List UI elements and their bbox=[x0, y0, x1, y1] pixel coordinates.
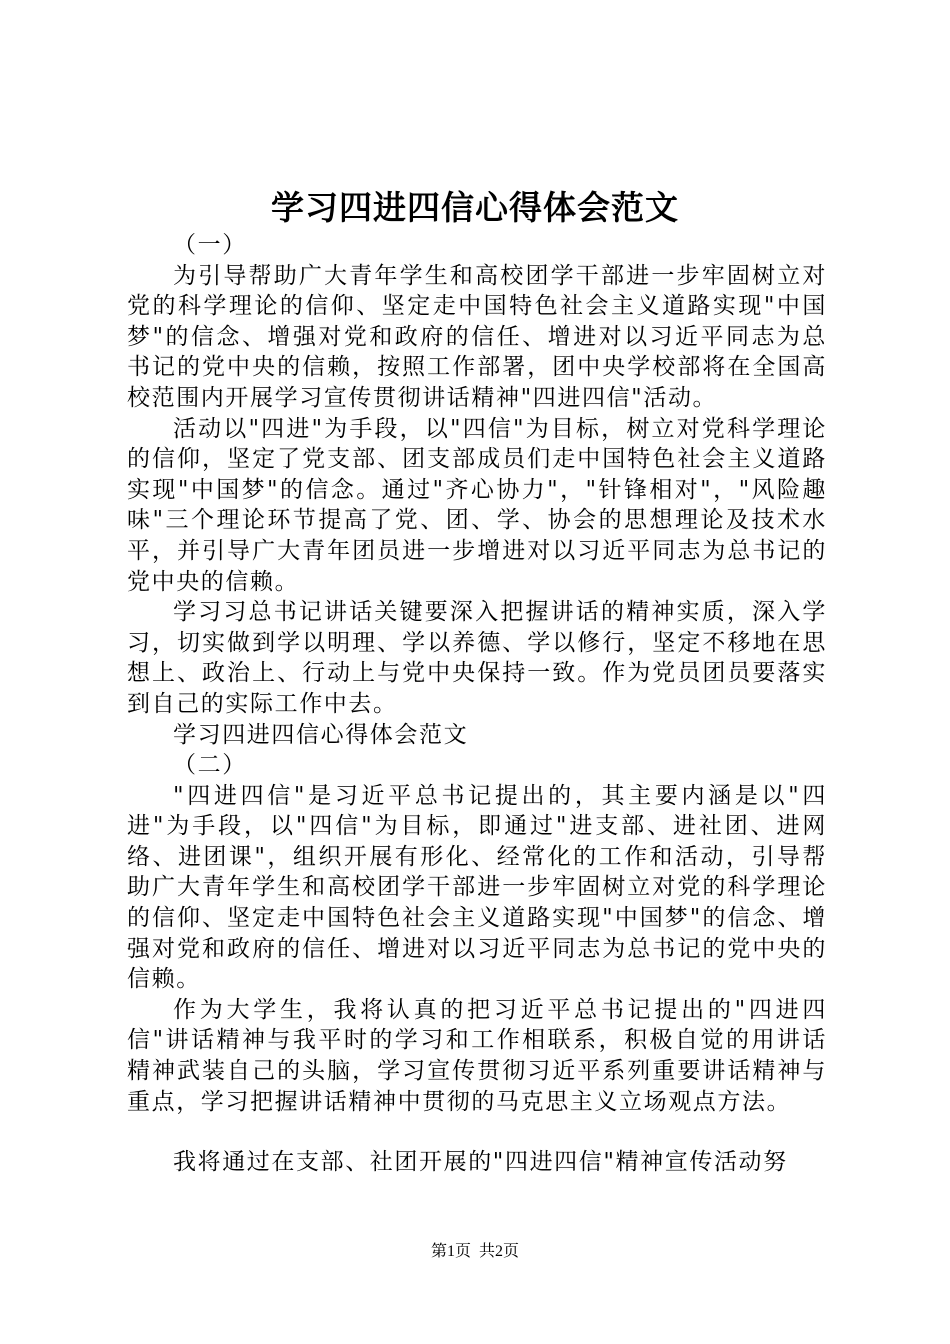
paragraph: 学习习总书记讲话关键要深入把握讲话的精神实质，深入学习，切实做到学以明理、学以养德、学以修行，坚定不移地在思想上、政治上、行动上与党中央保持一致。作为党员团员要落实到自己的实际工作中去。 bbox=[127, 599, 827, 717]
section-heading-one: （一） bbox=[173, 232, 247, 258]
paragraph: "四进四信"是习近平总书记提出的，其主要内涵是以"四进"为手段，以"四信"为目标，即通过"进支部、进社团、进网络、进团课"，组织开展有形化、经常化的工作和活动，引导帮助广大青年学生和高校团学干部进一步牢固树立对党的科学理论的信仰、坚定走中国特色社会主义道路实现"中国梦"的信念、增强对党和政府的信任、增进对以习近平同志为总书记的党中央的信赖。 bbox=[127, 782, 827, 993]
paragraph: 活动以"四进"为手段，以"四信"为目标，树立对党科学理论的信仰，坚定了党支部、团支部成员们走中国特色社会主义道路实现"中国梦"的信念。通过"齐心协力"，"针锋相对"，"风险趣味"三个理论环节提高了党、团、学、协会的思想理论及技术水平，并引导广大青年团员进一步增进对以习近平同志为总书记的党中央的信赖。 bbox=[127, 415, 827, 595]
paragraph: 我将通过在支部、社团开展的"四进四信"精神宣传活动努 bbox=[173, 1149, 788, 1176]
subtitle-repeat: 学习四进四信心得体会范文 bbox=[173, 721, 469, 748]
document-title: 学习四进四信心得体会范文 bbox=[271, 188, 679, 227]
page-total: 共2页 bbox=[479, 1243, 520, 1260]
paragraph: 作为大学生，我将认真的把习近平总书记提出的"四进四信"讲话精神与我平时的学习和工作相联系，积极自觉的用讲话精神武装自己的头脑，学习宣传贯彻习近平系列重要讲话精神与重点，学习把握讲话精神中贯彻的马克思主义立场观点方法。 bbox=[127, 996, 827, 1115]
page-footer bbox=[0, 1240, 950, 1264]
section-heading-two: （二） bbox=[173, 752, 247, 779]
paragraph: 为引导帮助广大青年学生和高校团学干部进一步牢固树立对党的科学理论的信仰、坚定走中国特色社会主义道路实现"中国梦"的信念、增强对党和政府的信任、增进对以习近平同志为总书记的党中央的信赖，按照工作部署，团中央学校部将在全国高校范围内开展学习宣传贯彻讲话精神"四进四信"活动。 bbox=[127, 262, 827, 411]
page-number: 第1页 bbox=[430, 1243, 471, 1260]
document-body bbox=[127, 230, 827, 1178]
